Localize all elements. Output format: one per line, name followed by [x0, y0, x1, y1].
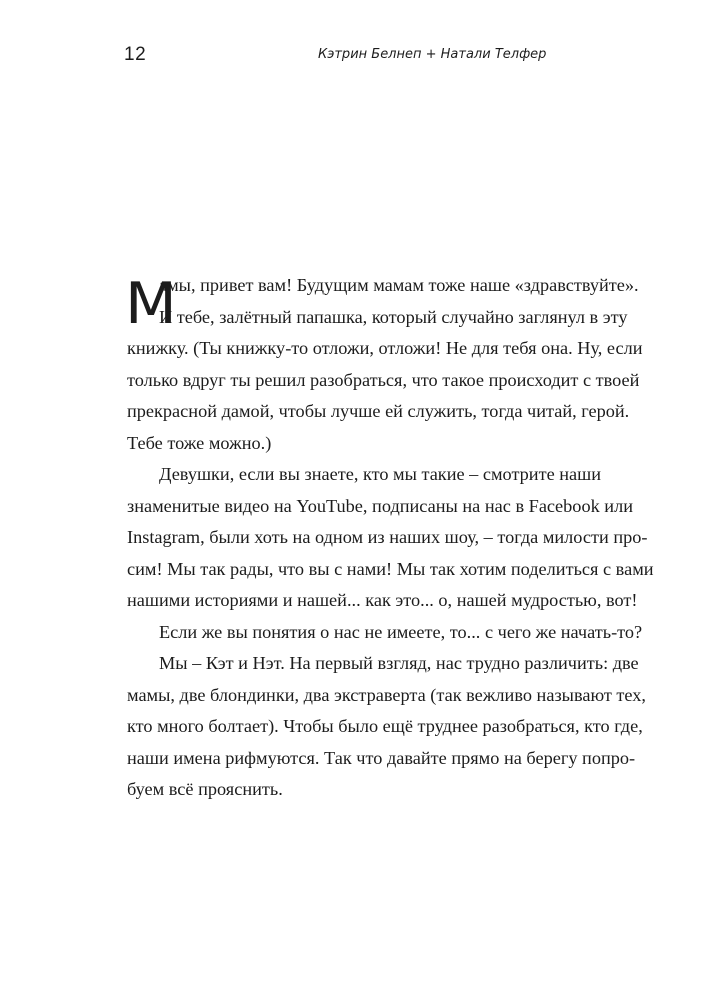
text-line: Тебе тоже можно.) — [127, 432, 272, 453]
text-line: Девушки, если вы знаете, кто мы такие – смотрите наши — [159, 464, 602, 484]
text-line: знаменитые видео на YouTube, подписаны на нас в Facebook или — [127, 495, 633, 516]
text-line: нашими историями и нашей... как это... о, нашей мудростью, вот! — [127, 590, 638, 610]
drop-cap: М — [125, 270, 177, 338]
text-line: книжку. (Ты книжку-то отложи, отложи! Не для тебя она. Ну, если — [127, 338, 643, 358]
text-line: буем всё прояснить. — [127, 779, 283, 799]
running-head: Кэтрин Белнеп + Натали Телфер — [318, 47, 547, 62]
text-line: кто много болтает). Чтобы было ещё труднее разобраться, кто где, — [127, 716, 643, 736]
text-line: Мы – Кэт и Нэт. На первый взгляд, нас трудно различить: две — [159, 653, 639, 673]
text-line: наши имена рифмуются. Так что давайте прямо на берегу попро- — [127, 747, 636, 768]
text-line: Instagram, были хоть на одном из наших шоу, – тогда милости про- — [127, 527, 648, 547]
body-text — [125, 270, 654, 806]
text-line: сим! Мы так рады, что вы с нами! Мы так хотим поделиться с вами — [127, 558, 654, 579]
page-number: 12 — [124, 44, 147, 65]
text-line: мамы, две блондинки, два экстраверта (так вежливо называют тех, — [127, 684, 647, 705]
text-line: амы, привет вам! Будущим мамам тоже наше «здравствуйте». — [159, 275, 639, 295]
text-line: И тебе, залётный папашка, который случайно заглянул в эту — [159, 306, 628, 327]
text-line: Если же вы понятия о нас не имеете, то... с чего же начать-то? — [159, 621, 643, 642]
text-line: прекрасной дамой, чтобы лучше ей служить, тогда читай, герой. — [127, 401, 630, 421]
text-line: только вдруг ты решил разобраться, что такое происходит с твоей — [127, 369, 640, 390]
